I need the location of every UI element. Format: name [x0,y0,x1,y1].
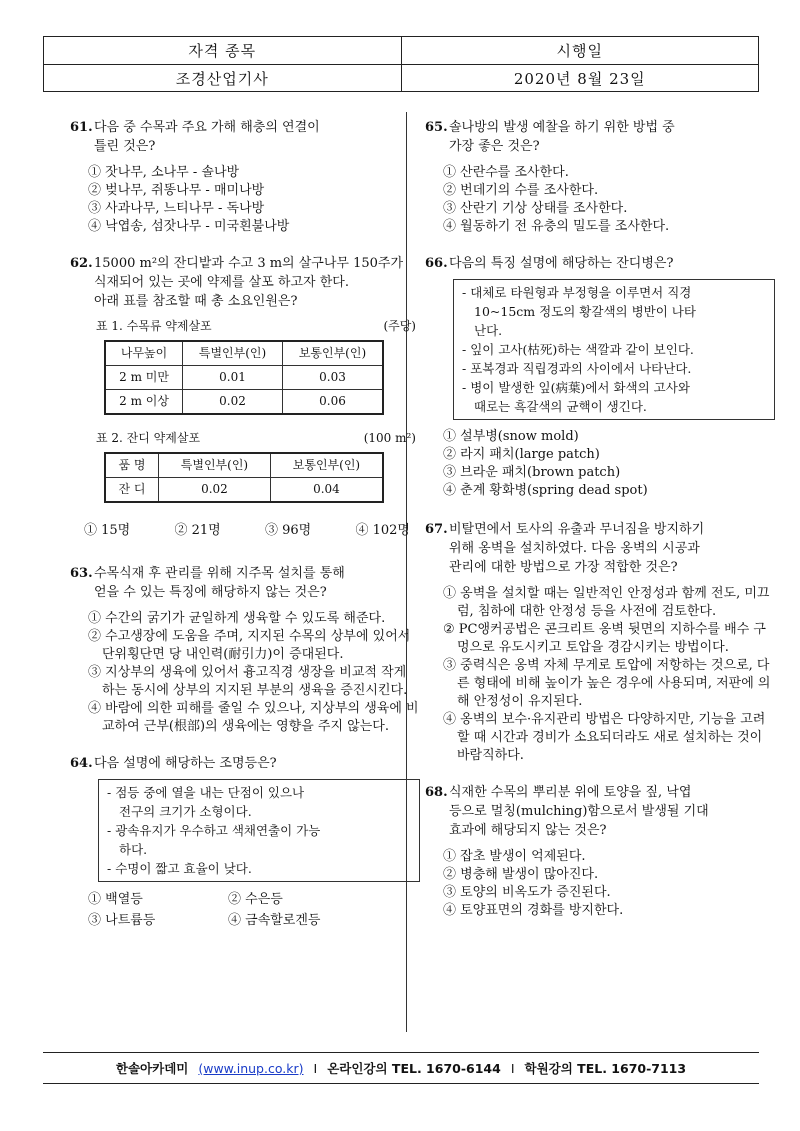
table-header: 나무높이 [105,341,183,366]
question-65 [425,118,775,236]
table-cell: 0.02 [183,390,283,415]
footer-offline-tel: 학원강의 TEL. 1670-7113 [524,1061,687,1076]
box-line: 난다. [474,323,503,338]
table-header: 특별인부(인) [159,453,271,478]
table1-unit: (주당) [383,319,416,333]
option-4[interactable]: ④ 춘계 황화병(spring dead spot) [443,483,648,498]
box-line: 때로는 흑갈색의 균핵이 생긴다. [474,399,647,414]
table-cell: 0.06 [282,390,383,415]
question-62 [70,254,420,540]
table1-caption-row [96,317,416,336]
question-text [449,254,775,273]
question-line: 다음 설명에 해당하는 조명등은? [94,756,277,771]
table2-caption-row [96,429,416,448]
description-box [453,279,775,420]
right-column [425,118,775,934]
table-cell: 0.02 [159,478,271,503]
table-cell: 0.03 [282,366,383,390]
option-1[interactable]: ① 잣나무, 소나무 - 솔나방 [88,165,240,180]
option-2[interactable]: ② 수고생장에 도움을 주며, 지지된 수목의 상부에 있어서 단위횡단면 당 내인력(耐引力)이 증대된다. [88,629,411,662]
question-line: 식재되어 있는 곳에 약제를 살포 하고자 한다. [94,275,349,290]
box-line: - 광속유지가 우수하고 색채연출이 가능 [107,823,321,838]
header-date-value: 2020년 8월 23일 [401,65,759,92]
option-list [84,521,410,540]
table2-caption: 표 2. 잔디 약제살포 [96,431,201,445]
question-number: 62. [70,256,93,271]
option-3[interactable]: ③ 중력식은 옹벽 자체 무게로 토압에 저항하는 것으로, 다른 형태에 비해 높이가 높은 경우에 사용되며, 저판에 의해 안정성이 유지된다. [443,658,771,709]
description-box [98,779,420,882]
option-3[interactable]: ③ 나트륨등 [88,913,156,928]
option-4[interactable]: ④ 바람에 의한 피해를 줄일 수 있으나, 지상부의 생육에 비교하여 근부(根部)의 생육에는 영향을 주지 않는다. [88,701,419,734]
footer-separator: I [313,1060,318,1076]
exam-header-table [43,36,759,92]
option-1[interactable]: ① 산란수를 조사한다. [443,165,569,180]
question-number: 66. [425,256,448,271]
left-column [70,118,420,944]
question-line: 아래 표를 참조할 때 총 소요인원은? [94,294,298,309]
option-3[interactable]: ③ 토양의 비옥도가 증진된다. [443,885,611,900]
table-header: 보통인부(인) [282,341,383,366]
question-number: 64. [70,756,93,771]
header-date-title: 시행일 [401,37,759,64]
box-line: - 수명이 짧고 효율이 낮다. [107,861,252,876]
question-line: 등으로 멀칭(mulching)함으로서 발생될 기대 [449,804,709,819]
box-line: - 포복경과 직립경과의 사이에서 나타난다. [462,361,692,376]
option-1[interactable]: ① 잡초 발생이 억제된다. [443,849,586,864]
option-2[interactable]: ② 수은등 [228,892,283,907]
option-2[interactable]: ② PC앵커공법은 콘크리트 옹벽 뒷면의 지하수를 배수 구멍으로 유도시키고 토압을 경감시키는 방법이다. [443,622,766,655]
option-1[interactable]: ① 설부병(snow mold) [443,429,579,444]
table-cell: 2 m 이상 [105,390,183,415]
box-line: 하다. [119,842,148,857]
option-2[interactable]: ② 21명 [174,523,221,538]
question-line: 식재한 수목의 뿌리분 위에 토양을 짚, 낙엽 [449,785,692,800]
header-subject-value: 조경산업기사 [175,70,269,88]
table1-caption: 표 1. 수목류 약제살포 [96,319,212,333]
box-line: 전구의 크기가 소형이다. [119,804,252,819]
question-line: 수목식재 후 관리를 위해 지주목 설치를 통해 [94,566,345,581]
table-cell: 2 m 미만 [105,366,183,390]
question-text [449,783,775,840]
footer-academy: 한솔아카데미 [115,1061,189,1076]
table2-unit: (100 m²) [363,431,416,445]
option-list [443,848,775,920]
box-line: - 병이 발생한 잎(病葉)에서 화색의 고사와 [462,380,690,395]
question-68 [425,783,775,920]
question-line: 가장 좋은 것은? [449,139,540,154]
question-64 [70,754,420,930]
question-number: 63. [70,566,93,581]
question-line: 얻을 수 있는 특징에 해당하지 않는 것은? [94,585,327,600]
question-line: 다음 중 수목과 주요 가해 해충의 연결이 [94,120,320,135]
option-1[interactable]: ① 수간의 굵기가 균일하게 생육할 수 있도록 해준다. [88,611,386,626]
turf-spray-table [104,452,384,503]
option-3[interactable]: ③ 사과나무, 느티나무 - 독나방 [88,201,265,216]
option-3[interactable]: ③ 96명 [264,523,312,538]
table-header: 특별인부(인) [183,341,283,366]
option-4[interactable]: ④ 토양표면의 경화를 방지한다. [443,903,624,918]
question-text [94,564,420,602]
footer-online-tel: 온라인강의 TEL. 1670-6144 [327,1061,501,1076]
option-list [443,428,775,500]
tree-spray-table [104,340,384,415]
option-2[interactable]: ② 라지 패치(large patch) [443,447,600,462]
option-4[interactable]: ④ 금속할로겐등 [228,913,321,928]
option-list [88,890,420,930]
question-line: 효과에 해당되지 않는 것은? [449,823,607,838]
option-1[interactable]: ① 옹벽을 설치할 때는 일반적인 안정성과 함께 전도, 미끄럼, 침하에 대한 안정성 등을 사전에 검토한다. [443,586,770,619]
question-text [94,118,420,156]
option-list [443,164,775,236]
question-text [94,754,420,773]
option-1[interactable]: ① 15명 [84,523,131,538]
question-63 [70,564,420,736]
option-4[interactable]: ④ 낙엽송, 섬잣나무 - 미국흰불나방 [88,219,290,234]
table-cell: 0.04 [270,478,383,503]
question-text [94,254,420,311]
question-line: 위해 옹벽을 설치하였다. 다음 옹벽의 시공과 [449,541,700,556]
box-line: - 잎이 고사(枯死)하는 색깔과 같이 보인다. [462,342,694,357]
option-4[interactable]: ④ 102명 [355,523,410,538]
box-line: - 대체로 타원형과 부정형을 이루면서 직경 [462,285,692,300]
header-subject-title: 자격 종목 [188,42,257,60]
question-66 [425,254,775,500]
question-line: 틀린 것은? [94,139,156,154]
page-footer [43,1052,759,1084]
option-4[interactable]: ④ 월동하기 전 유충의 밀도를 조사한다. [443,219,670,234]
question-line: 15000 m²의 잔디밭과 수고 3 m의 살구나무 150주가 [94,256,404,271]
question-67 [425,520,775,765]
question-line: 비탈면에서 토사의 유출과 무너짐을 방지하기 [449,522,705,537]
table-header: 보통인부(인) [270,453,383,478]
option-2[interactable]: ② 벚나무, 쥐똥나무 - 매미나방 [88,183,265,198]
option-2[interactable]: ② 번데기의 수를 조사한다. [443,183,599,198]
option-3[interactable]: ③ 지상부의 생육에 있어서 흉고직경 생장을 비교적 작게 하는 동시에 상부의 지지된 부분의 생육을 증진시킨다. [88,665,408,698]
question-61 [70,118,420,236]
option-list [443,585,775,765]
box-line: 10~15cm 정도의 황갈색의 병반이 나타 [474,304,696,319]
table-cell: 0.01 [183,366,283,390]
question-line: 솔나방의 발생 예찰을 하기 위한 방법 중 [449,120,675,135]
question-number: 65. [425,120,448,135]
option-list [88,164,420,236]
question-number: 68. [425,785,448,800]
table-cell: 잔 디 [105,478,159,503]
footer-url-link[interactable]: (www.inup.co.kr) [198,1060,304,1076]
option-1[interactable]: ① 백열등 [88,892,143,907]
option-3[interactable]: ③ 브라운 패치(brown patch) [443,465,621,480]
option-2[interactable]: ② 병충해 발생이 많아진다. [443,867,599,882]
question-text [449,118,775,156]
box-line: - 점등 중에 열을 내는 단점이 있으나 [107,785,305,800]
question-number: 61. [70,120,93,135]
question-number: 67. [425,522,448,537]
question-line: 다음의 특징 설명에 해당하는 잔디병은? [449,256,674,271]
option-list [88,610,420,736]
option-3[interactable]: ③ 산란기 기상 상태를 조사한다. [443,201,628,216]
table-header: 품 명 [105,453,159,478]
option-4[interactable]: ④ 옹벽의 보수·유지관리 방법은 다양하지만, 기능을 고려할 때 시간과 경비가 소요되더라도 새로 설치하는 것이 바람직하다. [443,712,766,763]
question-text [449,520,775,577]
question-line: 관리에 대한 방법으로 가장 적합한 것은? [449,560,678,575]
footer-separator: I [510,1060,515,1076]
